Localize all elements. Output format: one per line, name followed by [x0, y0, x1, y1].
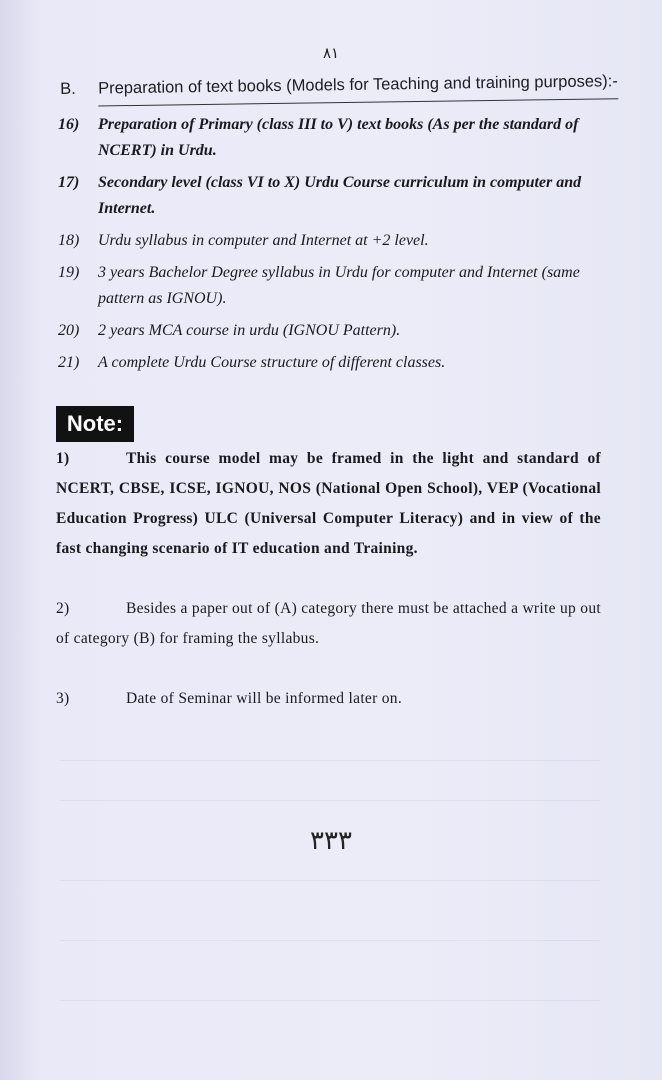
list-item — [58, 228, 618, 254]
show-through-line — [60, 800, 600, 801]
closing-ornament: ٣٣٣ — [310, 826, 352, 855]
note-paragraph — [56, 594, 601, 654]
heading-underline — [98, 98, 618, 106]
item-text: Preparation of Primary (class III to V) text books (As per the standard of NCERT) in Urdu. — [98, 116, 579, 159]
note-number: 1) — [56, 450, 70, 467]
show-through-line — [60, 940, 600, 941]
note-paragraph — [56, 684, 601, 714]
page-number: ٨١ — [322, 46, 340, 62]
note-number: 2) — [56, 600, 70, 617]
item-text: Urdu syllabus in computer and Internet at +2 level. — [98, 232, 429, 249]
item-text: 2 years MCA course in urdu (IGNOU Pattern). — [98, 322, 401, 339]
note-number: 3) — [56, 690, 70, 707]
show-through-line — [60, 760, 600, 761]
list-item — [58, 260, 618, 312]
list-item — [58, 112, 618, 164]
list-item — [58, 170, 618, 222]
section-letter: B. — [60, 79, 76, 98]
item-text: 3 years Bachelor Degree syllabus in Urdu for computer and Internet (same pattern as IGNOU). — [98, 264, 580, 307]
item-number: 17) — [58, 174, 80, 191]
item-number: 21) — [58, 354, 80, 371]
note-text: Besides a paper out of (A) category there must be attached a write up out of category (B) for framing the syllabus. — [56, 600, 601, 647]
show-through-line — [60, 880, 600, 881]
item-number: 16) — [58, 116, 80, 133]
section-title: Preparation of text books (Models for Teaching and training purposes):- — [97, 72, 618, 98]
note-label: Note: — [56, 406, 134, 442]
show-through-line — [60, 1000, 600, 1001]
section-b-heading — [60, 72, 620, 99]
note-text: Date of Seminar will be informed later on. — [126, 690, 403, 707]
item-number: 20) — [58, 322, 80, 339]
list-item — [58, 350, 618, 376]
item-text: Secondary level (class VI to X) Urdu Course curriculum in computer and Internet. — [98, 174, 582, 217]
note-text: This course model may be framed in the light and standard of NCERT, CBSE, ICSE, IGNOU, NOS (National Open School), VEP (Vocational Education Progress) ULC (Universal Computer Literacy) and in view of the fast changing scenario of IT education and Training. — [56, 450, 601, 557]
item-text: A complete Urdu Course structure of different classes. — [98, 354, 446, 371]
item-number: 19) — [58, 264, 80, 281]
list-item — [58, 318, 618, 344]
item-list — [58, 112, 618, 382]
item-number: 18) — [58, 232, 80, 249]
note-paragraph — [56, 444, 601, 564]
notes-section — [56, 444, 601, 714]
